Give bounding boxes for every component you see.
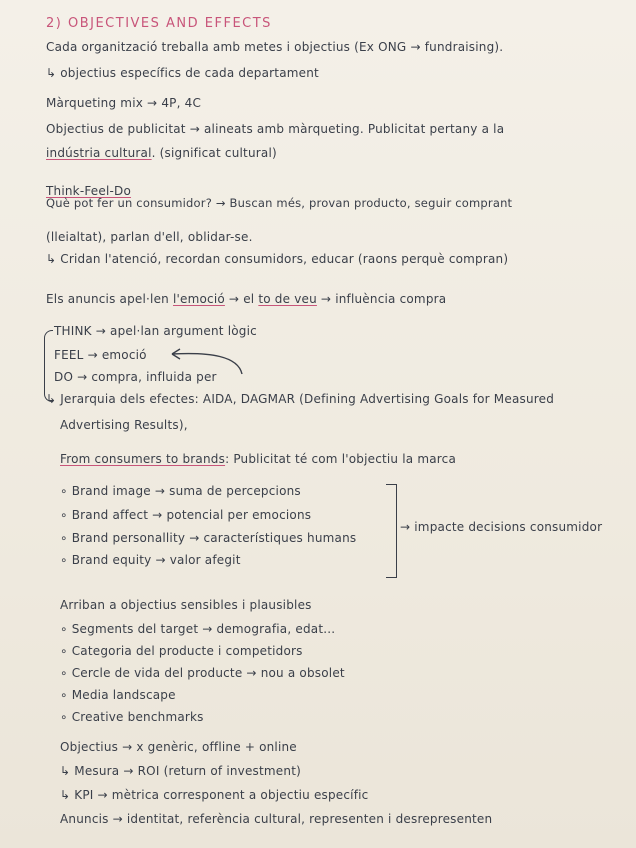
- page-title: 2) OBJECTIVES AND EFFECTS: [46, 16, 272, 31]
- list-item: ∘ Cercle de vida del producte → nou a obsolet: [60, 666, 345, 680]
- note-line: ↳ Jerarquia dels efectes: AIDA, DAGMAR (Defining Advertising Goals for Measured: [46, 392, 555, 406]
- underlined-term: From consumers to brands: [60, 452, 226, 466]
- note-text: → influència compra: [316, 292, 447, 306]
- note-line: ↳ Mesura → ROI (return of investment): [60, 764, 301, 778]
- note-line: DO → compra, influida per: [54, 370, 217, 384]
- list-item: ∘ Segments del target → demografia, edat...: [60, 622, 336, 636]
- note-line: Objectius → x genèric, offline + online: [60, 740, 297, 754]
- note-line: ↳ Cridan l'atenció, recordan consumidors, educar (raons perquè compran): [46, 252, 509, 266]
- underlined-term: to de veu: [258, 292, 317, 306]
- note-line: ↳ KPI → mètrica corresponent a objectiu específic: [60, 788, 369, 802]
- note-line: Objectius de publicitat → alineats amb màrqueting. Publicitat pertany a la: [46, 122, 505, 136]
- section-heading-think-feel-do: Think-Feel-Do: [46, 184, 132, 198]
- list-item: ∘ Categoria del producte i competidors: [60, 644, 303, 658]
- note-line: (lleialtat), parlan d'ell, oblidar-se.: [46, 230, 253, 244]
- note-line: Què pot fer un consumidor? → Buscan més, provan producto, seguir comprant: [46, 196, 513, 210]
- note-text: Els anuncis apel·len: [46, 292, 173, 306]
- bracket: [386, 484, 397, 578]
- note-line: Cada organització treballa amb metes i objectius (Ex ONG → fundraising).: [46, 40, 504, 54]
- curved-arrow-icon: [160, 346, 250, 378]
- list-item: ∘ Media landscape: [60, 688, 176, 702]
- note-line: Anuncis → identitat, referència cultural, representen i desrepresenten: [60, 812, 493, 826]
- note-text: → el: [224, 292, 259, 306]
- note-line: Arriban a objectius sensibles i plausibles: [60, 598, 312, 612]
- note-line: FEEL → emoció: [54, 348, 147, 362]
- note-line: → impacte decisions consumidor: [400, 520, 603, 534]
- list-item: ∘ Brand affect → potencial per emocions: [60, 508, 312, 522]
- note-text: : Publicitat té com l'objectiu la marca: [225, 452, 457, 466]
- list-item: ∘ Brand image → suma de percepcions: [60, 484, 301, 498]
- note-line: Màrqueting mix → 4P, 4C: [46, 96, 202, 110]
- underlined-term: indústria cultural: [46, 146, 152, 160]
- note-line: ↳ objectius específics de cada departament: [46, 66, 319, 80]
- note-line: [46, 292, 446, 306]
- note-line: Advertising Results),: [60, 418, 188, 432]
- note-text: . (significat cultural): [151, 146, 277, 160]
- section-heading-brands: [60, 452, 456, 466]
- note-line: [46, 146, 277, 160]
- note-line: THINK → apel·lan argument lògic: [54, 324, 257, 338]
- list-item: ∘ Creative benchmarks: [60, 710, 204, 724]
- list-item: ∘ Brand equity → valor afegit: [60, 553, 241, 567]
- underlined-term: l'emoció: [173, 292, 225, 306]
- list-item: ∘ Brand personallity → característiques humans: [60, 531, 357, 545]
